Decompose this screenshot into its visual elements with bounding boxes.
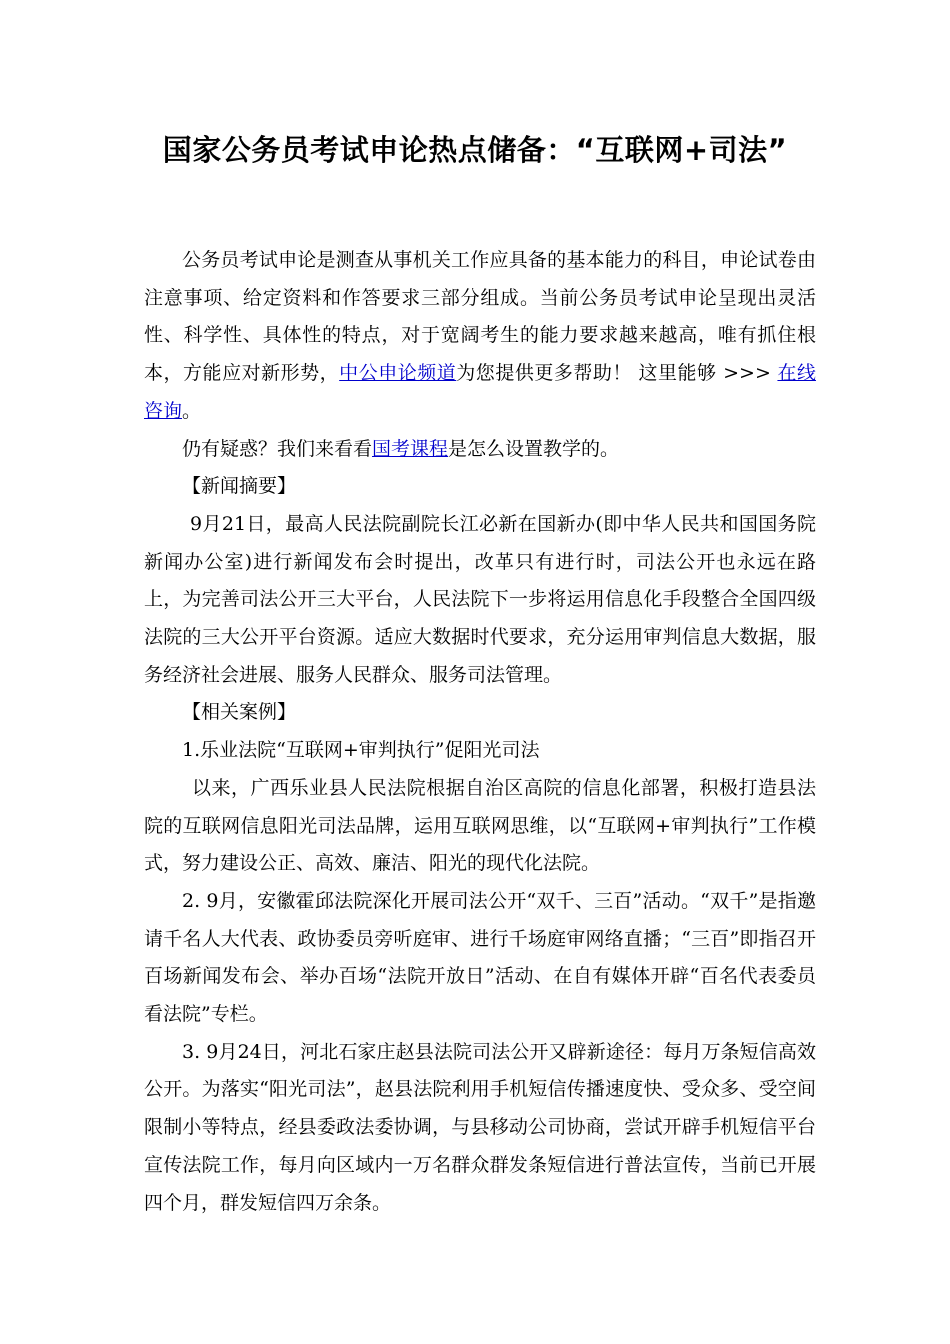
article-body [144,242,816,1222]
online-consult-link[interactable]: 在线咨询 [144,362,816,422]
intro-text-3: 。 [182,399,202,422]
news-heading: 【新闻摘要】 [182,475,297,498]
shenlun-channel-link[interactable]: 中公申论频道 [339,362,457,385]
news-paragraph: 9月21日，最高人民法院副院长江必新在国新办(即中华人民共和国国务院新闻办公室)进行新闻发布会时提出，改革只有进行时，司法公开也永远在路上，为完善司法公开三大平台，人民法院下一步将运用信息化手段整合全国四级法院的三大公开平台资源。适应大数据时代要求，充分运用审判信息大数据，服务经济社会进展、服务人民群众、服务司法管理。 [144,512,816,686]
case1-paragraph: 以来，广西乐业县人民法院根据自治区高院的信息化部署，积极打造县法院的互联网信息阳光司法品牌，运用互联网思维，以“互联网+审判执行”工作模式，努力建设公正、高效、廉洁、阳光的现代化法院。 [144,776,816,875]
intro2-text-1: 仍有疑惑？我们来看看 [182,437,373,460]
case3-paragraph: 3. 9月24日，河北石家庄赵县法院司法公开又辟新途径：每月万条短信高效公开。为落实“阳光司法”，赵县法院利用手机短信传播速度快、受众多、受空间限制小等特点，经县委政法委协调，与县移动公司协商，尝试开辟手机短信平台宣传法院工作，每月向区域内一万名群众群发条短信进行普法宣传，当前已开展四个月，群发短信四万余条。 [144,1040,816,1214]
cases-heading: 【相关案例】 [182,701,297,724]
case2-paragraph: 2. 9月，安徽霍邱法院深化开展司法公开“双千、三百”活动。“双千”是指邀请千名人大代表、政协委员旁听庭审、进行千场庭审网络直播；“三百”即指召开百场新闻发布会、举办百场“法院开放日”活动、在自有媒体开辟“百名代表委员看法院”专栏。 [144,889,816,1026]
intro-text-1: 公务员考试申论是测查从事机关工作应具备的基本能力的科目，申论试卷由注意事项、给定资料和作答要求三部分组成。当前公务员考试申论呈现出灵活性、科学性、具体性的特点，对于宽阔考生的能力要求越来越高，唯有抓住根本，方能应对新形势， [144,249,816,385]
national-exam-course-link[interactable]: 国考课程 [372,437,449,460]
intro2-paragraph [144,431,816,469]
case1-title: 1.乐业法院“互联网+审判执行”促阳光司法 [182,739,540,762]
page-title: 国家公务员考试申论热点储备：“互联网+司法” [162,133,788,167]
intro-paragraph [144,242,816,431]
intro2-text-2: 是怎么设置教学的。 [448,437,620,460]
intro-text-2: 为您提供更多帮助！ 这里能够 >>> [456,362,778,385]
